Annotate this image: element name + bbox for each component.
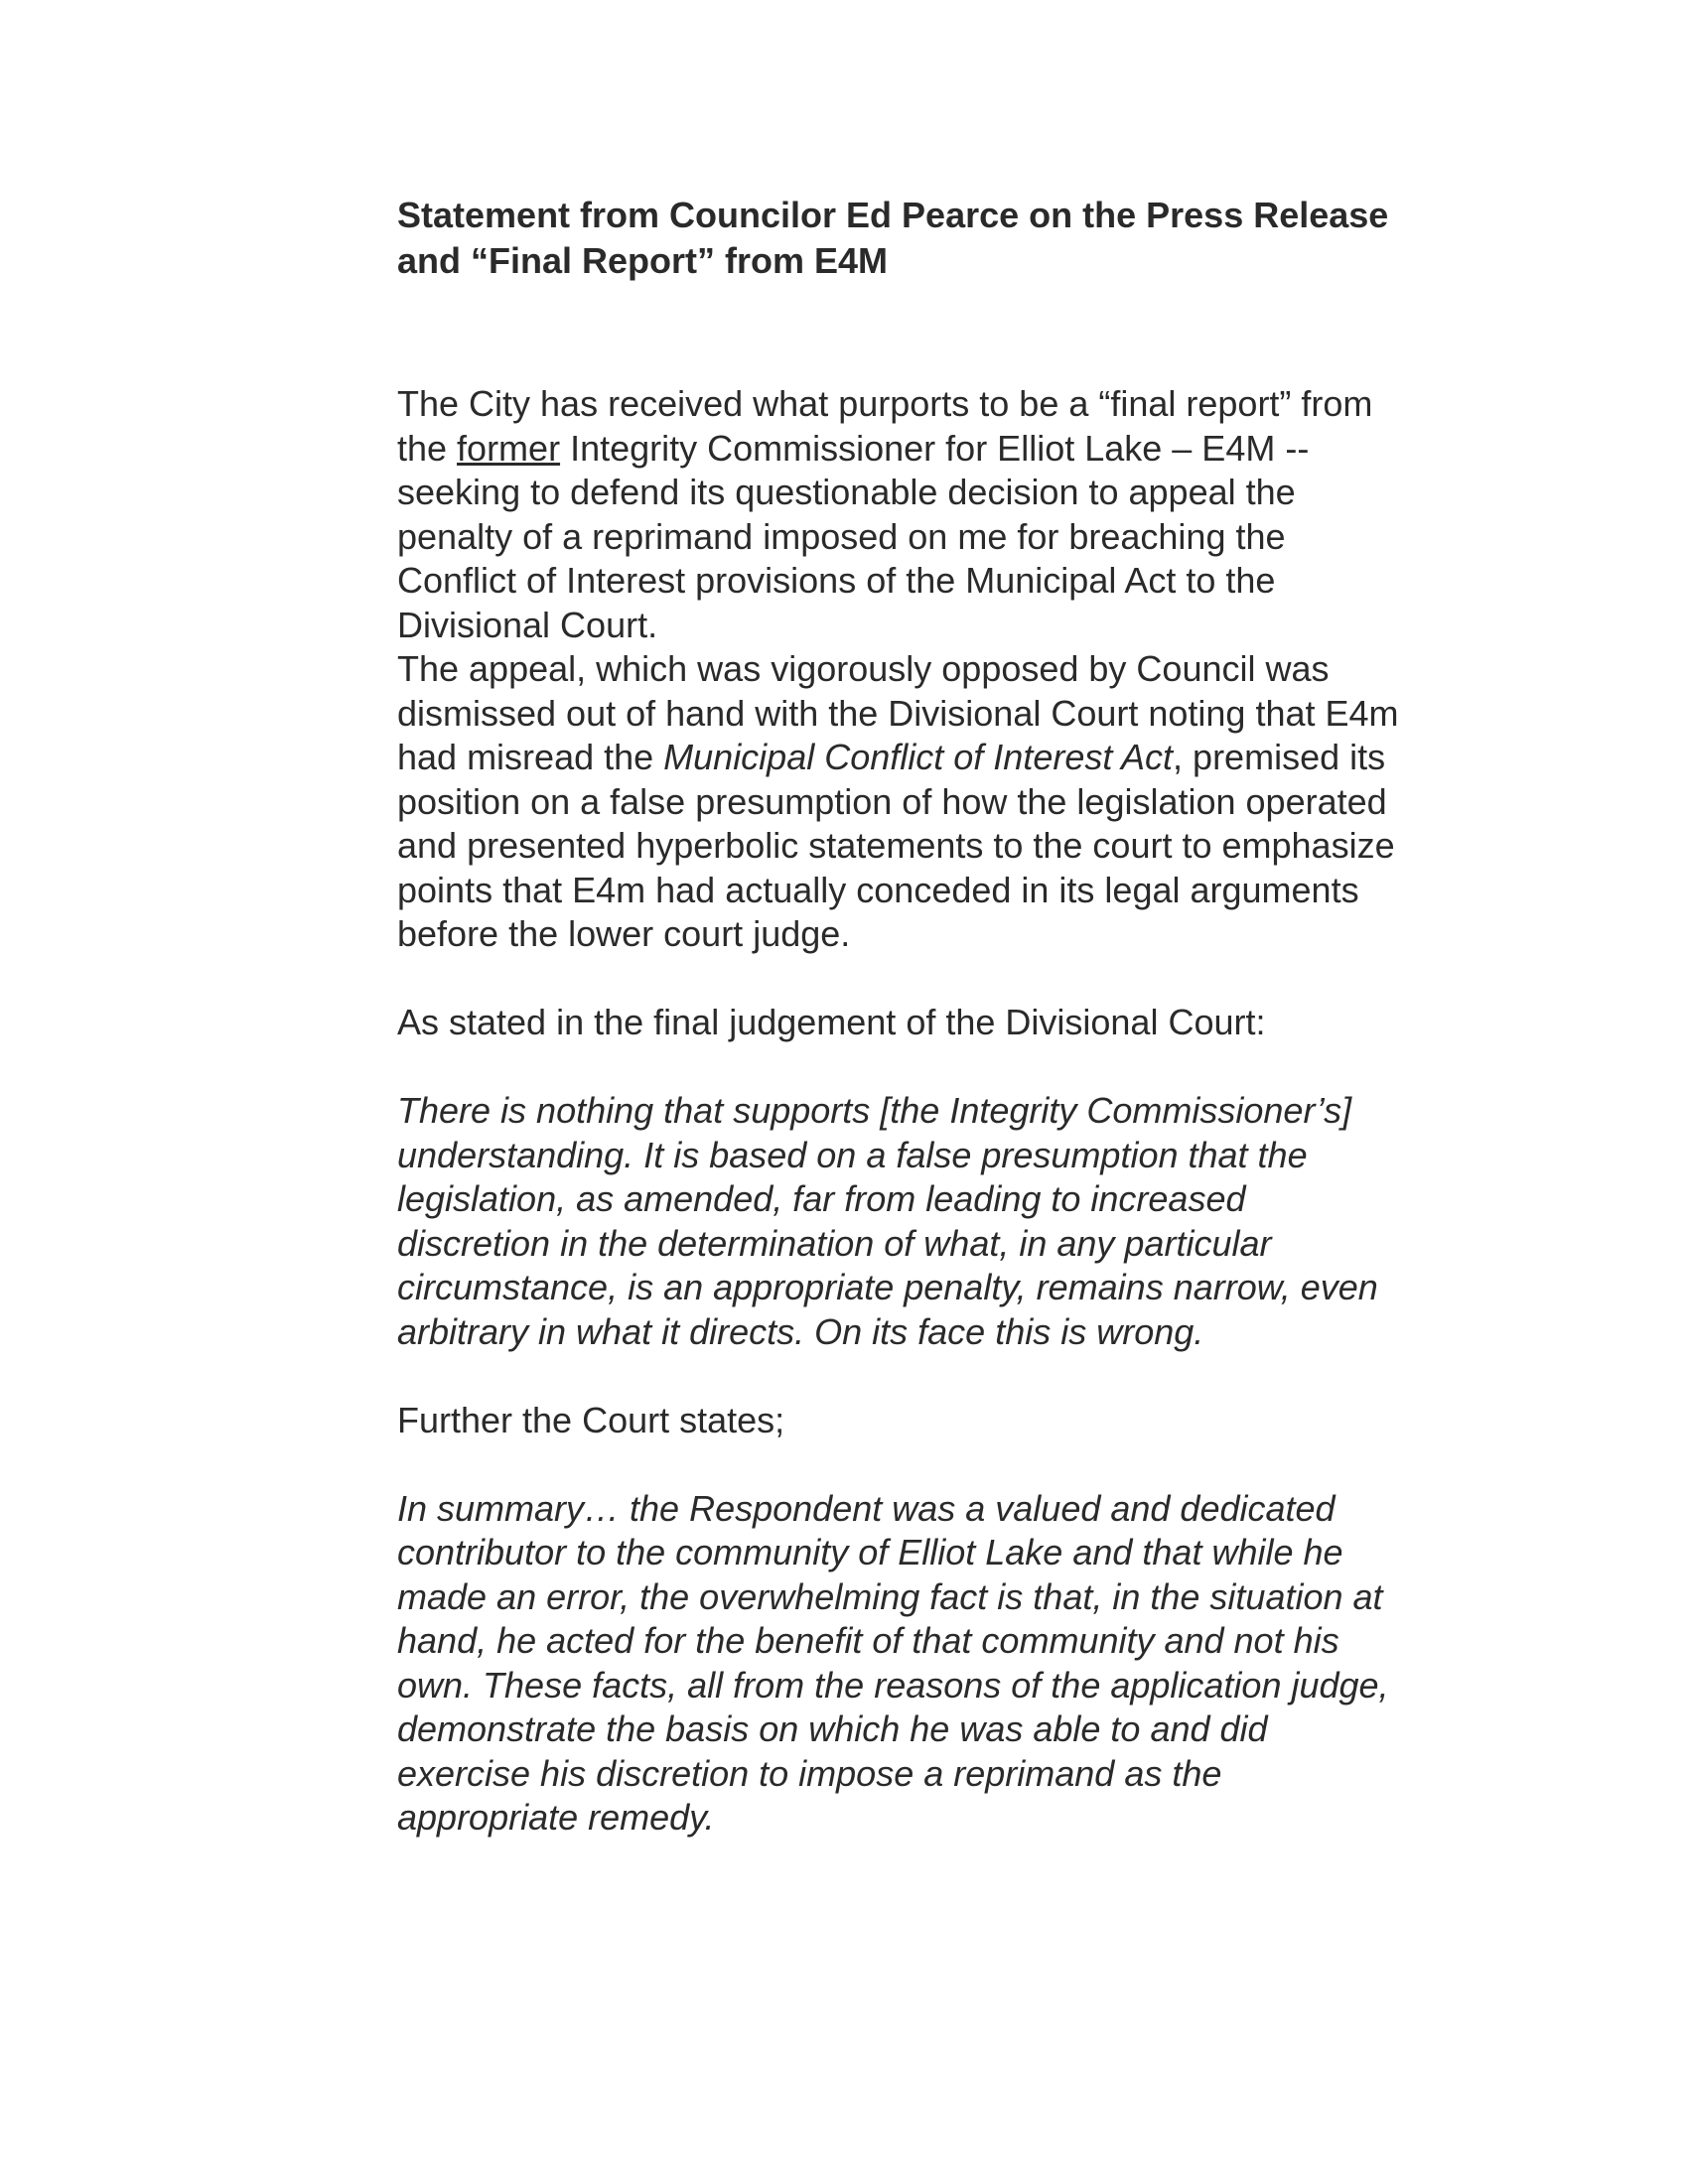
text-line: dismissed out of hand with the Divisional Court noting that E4m: [397, 692, 1399, 734]
text-line: Divisional Court.: [397, 604, 658, 645]
quote-line: discretion in the determination of what, in any particular: [397, 1222, 1272, 1264]
text-fragment: had misread the: [397, 737, 664, 777]
title-line: Statement from Councilor Ed Pearce on the Press Release: [397, 195, 1389, 235]
document-title: [397, 193, 1479, 284]
text-fragment: the: [397, 427, 458, 469]
text-line: position on a false presumption of how the legislation operated: [397, 780, 1387, 822]
underlined-word-former: former: [457, 427, 561, 469]
spacer: [397, 1442, 1509, 1487]
text-line: penalty of a reprimand imposed on me for breaching the: [397, 515, 1286, 557]
quote-line: understanding. It is based on a false presumption that the: [397, 1134, 1308, 1175]
text-line: points that E4m had actually conceded in its legal arguments: [397, 869, 1359, 910]
court-quote-2: [397, 1487, 1509, 1841]
title-line: and “Final Report” from E4M: [397, 240, 889, 281]
quote-line: arbitrary in what it directs. On its face this is wrong.: [397, 1310, 1204, 1352]
text-line: before the lower court judge.: [397, 913, 851, 954]
text-line: [397, 736, 1509, 780]
text-line: and presented hyperbolic statements to the court to emphasize: [397, 825, 1395, 866]
further-paragraph: [397, 1399, 1509, 1443]
spacer: [397, 1045, 1509, 1090]
quote-line: contributor to the community of Elliot Lake and that while he: [397, 1532, 1343, 1572]
appeal-paragraph: [397, 647, 1509, 957]
quote-line: There is nothing that supports [the Integrity Commissioner’s]: [397, 1090, 1352, 1131]
quote-line: In summary… the Respondent was a valued and dedicated: [397, 1487, 1336, 1529]
quote-line: legislation, as amended, far from leading to increased: [397, 1178, 1246, 1219]
text-line: seeking to defend its questionable decision to appeal the: [397, 472, 1296, 512]
text-line: The City has received what purports to be a “final report” from: [397, 383, 1373, 424]
text-line: The appeal, which was vigorously opposed by Council was: [397, 648, 1330, 689]
text-line: Conflict of Interest provisions of the Municipal Act to the: [397, 560, 1276, 601]
quote-line: demonstrate the basis on which he was able to and did: [397, 1708, 1268, 1749]
quote-line: own. These facts, all from the reasons of the application judge,: [397, 1664, 1389, 1706]
text-fragment: Integrity Commissioner for Elliot Lake – E4M --: [560, 427, 1310, 469]
spacer: [397, 1354, 1509, 1399]
quote-line: appropriate remedy.: [397, 1797, 715, 1838]
act-name: Municipal Conflict of Interest Act: [663, 737, 1174, 777]
spacer: [397, 284, 1509, 382]
quote-line: hand, he acted for the benefit of that community and not his: [397, 1620, 1339, 1661]
quote-line: exercise his discretion to impose a reprimand as the: [397, 1752, 1222, 1794]
text-line: Further the Court states;: [397, 1399, 785, 1440]
intro-paragraph: [397, 382, 1509, 647]
text-line: As stated in the final judgement of the Divisional Court:: [397, 1002, 1266, 1042]
quote-line: made an error, the overwhelming fact is that, in the situation at: [397, 1575, 1383, 1617]
court-quote-1: [397, 1089, 1509, 1354]
document-body: [397, 193, 1509, 1841]
text-line: [397, 427, 1509, 472]
quote-line: circumstance, is an appropriate penalty, remains narrow, even: [397, 1267, 1378, 1307]
text-fragment: , premised its: [1173, 737, 1386, 777]
spacer: [397, 957, 1509, 1002]
stated-paragraph: [397, 1001, 1509, 1045]
